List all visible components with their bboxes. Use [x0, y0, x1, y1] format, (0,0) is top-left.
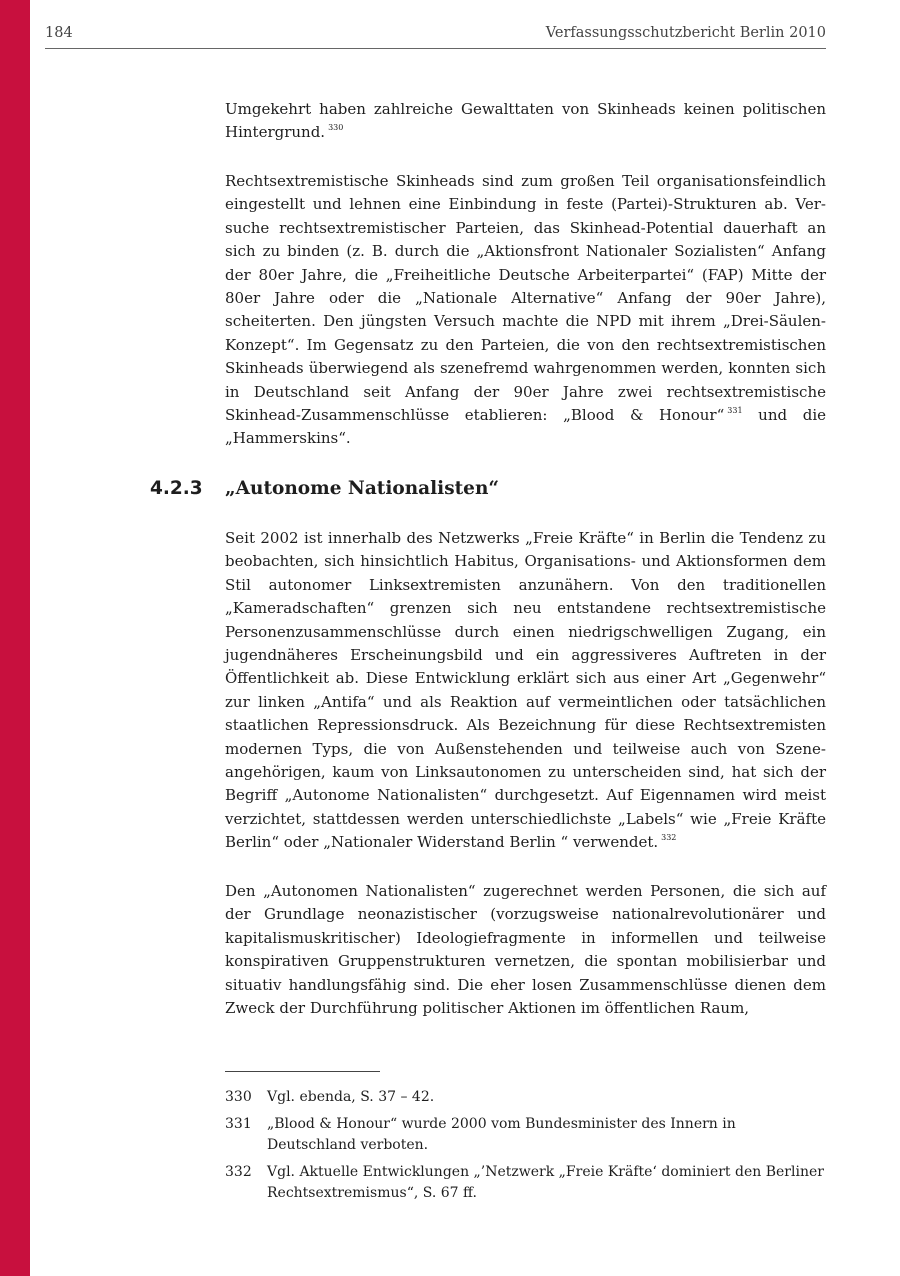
footnote-331	[225, 1114, 826, 1156]
section-title: „Autonome Nationalisten“	[225, 478, 500, 499]
footnote-text: „Blood & Honour“ wurde 2000 vom Bundesminister des Innern in Deutschland verboten.	[267, 1116, 736, 1153]
paragraph-2-text: Rechtsextremistische Skinheads sind zum großen Teil organisationsfeindlich eingestellt und lehnen eine Einbindung in feste (Partei)-Strukturen ab. Versuche rechtsextremistischer Parteien, das Skinhead-Potential dauerhaft an sich zu binden (z. B. durch die „Aktionsfront Nationaler Sozialisten“ Anfang der 80er Jahre, die „Freiheitliche Deutsche Arbeiterpartei“ (FAP) Mitte der 80er Jahre oder die „Nationale Alternative“ Anfang der 90er Jahre), scheiterten. Den jüngsten Versuch machte die NPD mit ihrem „Drei-Säulen-Konzept“. Im Gegensatz zu den Parteien, die von den rechtsextremistischen Skinheads überwiegend als szenefremd wahrgenommen werden, konnten sich in Deutschland seit Anfang der 90er Jahre zwei rechtsextremistische Skinhead-Zusammenschlüsse etablieren: „Blood & Honour“	[225, 172, 826, 425]
page-number: 184	[45, 25, 73, 41]
paragraph-2-tail: und die „Hammerskins“.	[225, 406, 826, 448]
paragraph-1	[225, 98, 826, 145]
paragraph-1-text: Umgekehrt haben zahlreiche Gewalttaten von Skinheads keinen politischen Hintergrund.	[225, 100, 826, 142]
paragraph-4	[225, 880, 826, 1020]
paragraph-2	[225, 170, 826, 451]
footnote-rule	[225, 1071, 380, 1072]
paragraph-3	[225, 527, 826, 855]
footnote-ref-330[interactable]: 330	[328, 123, 344, 133]
header-rule	[45, 48, 826, 49]
footnote-number: 330	[225, 1089, 252, 1105]
footnote-330	[225, 1087, 826, 1108]
footnote-number: 332	[225, 1164, 252, 1180]
section-number: 4.2.3	[150, 478, 203, 499]
footnote-number: 331	[225, 1116, 252, 1132]
paragraph-3-text: Seit 2002 ist innerhalb des Netzwerks „Freie Kräfte“ in Berlin die Tendenz zu beobachten, sich hinsichtlich Habitus, Organisations- und Aktionsformen dem Stil autonomer Linksextremisten anzunähern. Von den traditionellen „Kameradschaften“ grenzen sich neu entstandene rechtsextremistische Personenzusammenschlüsse durch einen niedrigschwelligen Zugang, ein jugendnäheres Erscheinungsbild und ein aggressiveres Auftreten in der Öffentlichkeit ab. Diese Entwicklung erklärt sich aus einer Art „Gegenwehr“ zur linken „Antifa“ und als Reaktion auf vermeintlichen oder tatsächlichen staatlichen Repressionsdruck. Als Bezeichnung für diese Rechtsextremisten modernen Typs, die von Außenstehenden und teilweise auch von Szeneangehörigen, kaum von Linksautonomen zu unterscheiden sind, hat sich der Begriff „Autonome Nationalisten“ durchgesetzt. Auf Eigennamen wird meist verzichtet, stattdessen werden unterschiedlichste „Labels“ wie „Freie Kräfte Berlin“ oder „Nationaler Widerstand Berlin “ verwendet.	[225, 529, 826, 852]
footnote-332	[225, 1162, 826, 1204]
side-color-bar	[0, 0, 30, 1276]
footnote-text: Vgl. ebenda, S. 37 – 42.	[267, 1089, 435, 1105]
footnote-ref-332[interactable]: 332	[661, 833, 677, 843]
paragraph-4-text: Den „Autonomen Nationalisten“ zugerechnet werden Personen, die sich auf der Grundlage neonazistischer (vorzugsweise nationalrevolutionärer und kapitalismuskritischer) Ideologiefragmente in informellen und teilweise konspirativen Gruppenstrukturen vernetzen, die spontan mobilisierbar und situativ handlungsfähig sind. Die eher losen Zusammenschlüsse dienen dem Zweck der Durchführung politischer Aktionen im öffentlichen Raum,	[225, 882, 826, 1018]
footnote-ref-331[interactable]: 331	[727, 406, 743, 416]
footnote-text: Vgl. Aktuelle Entwicklungen „’Netzwerk „Freie Kräfte‘ dominiert den Berliner Rechtsextremismus“, S. 67 ff.	[267, 1164, 824, 1201]
running-title: Verfassungsschutzbericht Berlin 2010	[545, 25, 826, 41]
